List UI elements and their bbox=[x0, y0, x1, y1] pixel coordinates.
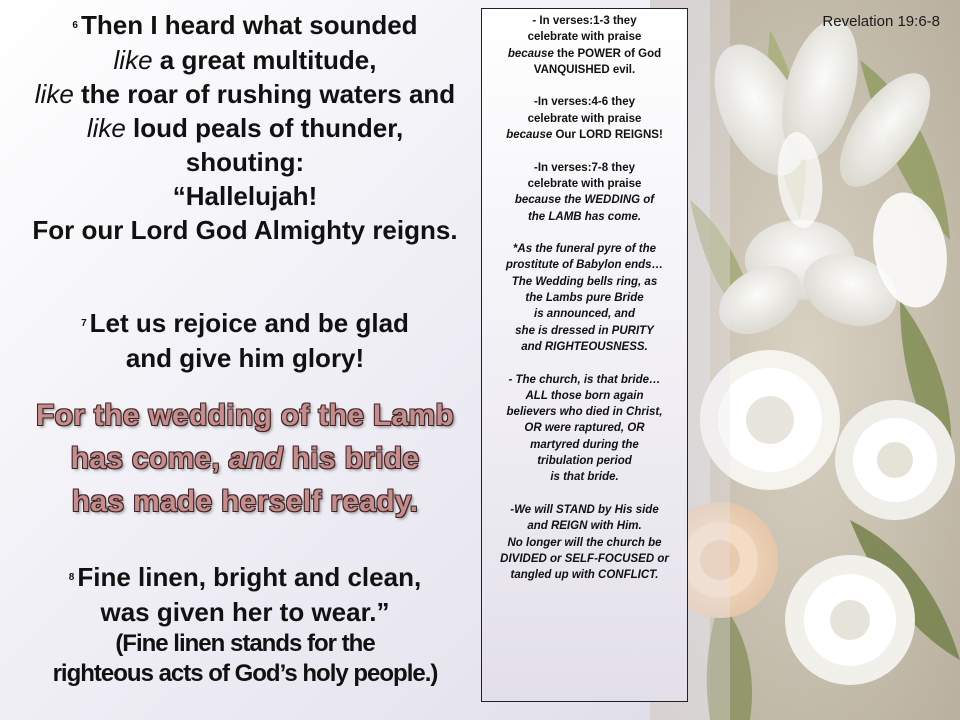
verse-number-8: 8 bbox=[68, 572, 75, 583]
note-line: celebrate with praise bbox=[527, 31, 642, 44]
note-line: - The church, is that bride… bbox=[508, 373, 661, 386]
verse-7 bbox=[0, 306, 490, 375]
note-line: martyred during the bbox=[530, 438, 639, 451]
verse-emphasis: like bbox=[86, 113, 126, 143]
wedding-text: has come, bbox=[70, 442, 229, 475]
note-line: she is dressed in PURITY bbox=[515, 324, 654, 337]
note-spacer bbox=[482, 78, 687, 94]
note-line: tangled up with CONFLICT. bbox=[510, 569, 659, 582]
wedding-line-1: For the wedding of the Lamb bbox=[35, 399, 455, 432]
note-line: DIVIDED or SELF-FOCUSED or bbox=[500, 552, 669, 565]
verse-7-line-1 bbox=[0, 306, 490, 341]
note-line: No longer will the church be bbox=[507, 536, 662, 549]
verse-8-line-2: was given her to wear.” bbox=[100, 597, 390, 627]
note-line: - In verses:1-3 they bbox=[532, 15, 637, 27]
verse-text: the roar of rushing waters and bbox=[73, 79, 456, 109]
wedding-text: his bride bbox=[282, 442, 420, 475]
fine-linen-explanation bbox=[0, 629, 490, 689]
verse-6-line-6: “Hallelujah! bbox=[172, 181, 318, 211]
note-spacer bbox=[482, 355, 687, 371]
verse-8 bbox=[0, 560, 490, 689]
note-line: VANQUISHED evil. bbox=[533, 63, 636, 76]
verse-6-line-5: shouting: bbox=[185, 147, 305, 177]
verse-text: a great multitude, bbox=[152, 45, 377, 75]
note-line: celebrate with praise bbox=[527, 177, 642, 190]
wedding-line-2 bbox=[0, 437, 490, 480]
note-line: the Lambs pure Bride bbox=[525, 292, 644, 305]
note-line: and REIGN with Him. bbox=[527, 520, 642, 533]
note-line: prostitute of Babylon ends… bbox=[505, 259, 664, 272]
note-line: tribulation period bbox=[537, 455, 632, 468]
wedding-highlight bbox=[0, 394, 490, 523]
verse-emphasis: like bbox=[113, 45, 153, 75]
note-spacer bbox=[482, 225, 687, 241]
note-emphasis: because bbox=[506, 129, 553, 142]
note-line: OR were raptured, OR bbox=[524, 422, 645, 435]
verse-8-line-3: (Fine linen stands for the bbox=[115, 630, 375, 657]
wedding-emphasis: and bbox=[228, 442, 283, 475]
note-spacer bbox=[482, 486, 687, 502]
verse-6 bbox=[0, 8, 490, 247]
note-line: because the WEDDING of bbox=[514, 194, 655, 207]
verse-emphasis: like bbox=[34, 79, 74, 109]
verse-8-line-4: righteous acts of God’s holy people.) bbox=[52, 660, 438, 687]
scripture-reference: Revelation 19:6-8 bbox=[822, 13, 940, 30]
note-line bbox=[482, 46, 687, 62]
verse-7-line-2: and give him glory! bbox=[125, 343, 365, 373]
note-line: celebrate with praise bbox=[527, 112, 642, 125]
note-line: -In verses:7-8 they bbox=[534, 161, 635, 174]
verse-6-line-3 bbox=[0, 77, 490, 111]
note-line: -In verses:4-6 they bbox=[534, 96, 635, 109]
verse-6-line-2 bbox=[0, 43, 490, 77]
verse-text: Fine linen, bright and clean, bbox=[77, 562, 422, 592]
note-line: believers who died in Christ, bbox=[506, 406, 663, 419]
note-text: Our LORD REIGNS! bbox=[552, 129, 663, 142]
wedding-line-3: has made herself ready. bbox=[71, 485, 419, 518]
verse-6-line-7: For our Lord God Almighty reigns. bbox=[32, 215, 458, 245]
commentary-box bbox=[481, 8, 688, 702]
verse-text: Then I heard what sounded bbox=[80, 10, 418, 40]
verse-6-line-4 bbox=[0, 111, 490, 145]
note-line: is that bride. bbox=[550, 471, 619, 484]
verse-number-6: 6 bbox=[72, 20, 78, 31]
note-line: the LAMB has come. bbox=[527, 210, 642, 223]
verse-text: loud peals of thunder, bbox=[125, 113, 404, 143]
verse-6-line-1 bbox=[0, 8, 490, 43]
note-line: is announced, and bbox=[534, 308, 635, 321]
note-line: ALL those born again bbox=[525, 389, 644, 402]
note-text: the POWER of God bbox=[553, 47, 662, 60]
note-line bbox=[482, 127, 687, 143]
note-line: *As the funeral pyre of the bbox=[512, 243, 657, 256]
note-line: The Wedding bells ring, as bbox=[511, 275, 658, 288]
note-spacer bbox=[482, 143, 687, 159]
verse-8-line-1 bbox=[0, 560, 490, 595]
note-line: -We will STAND by His side bbox=[510, 503, 659, 516]
flower-bouquet-image bbox=[650, 0, 960, 720]
verse-number-7: 7 bbox=[81, 318, 87, 329]
note-emphasis: because bbox=[507, 47, 554, 60]
verse-text: Let us rejoice and be glad bbox=[89, 308, 409, 338]
note-line: and RIGHTEOUSNESS. bbox=[521, 340, 648, 353]
